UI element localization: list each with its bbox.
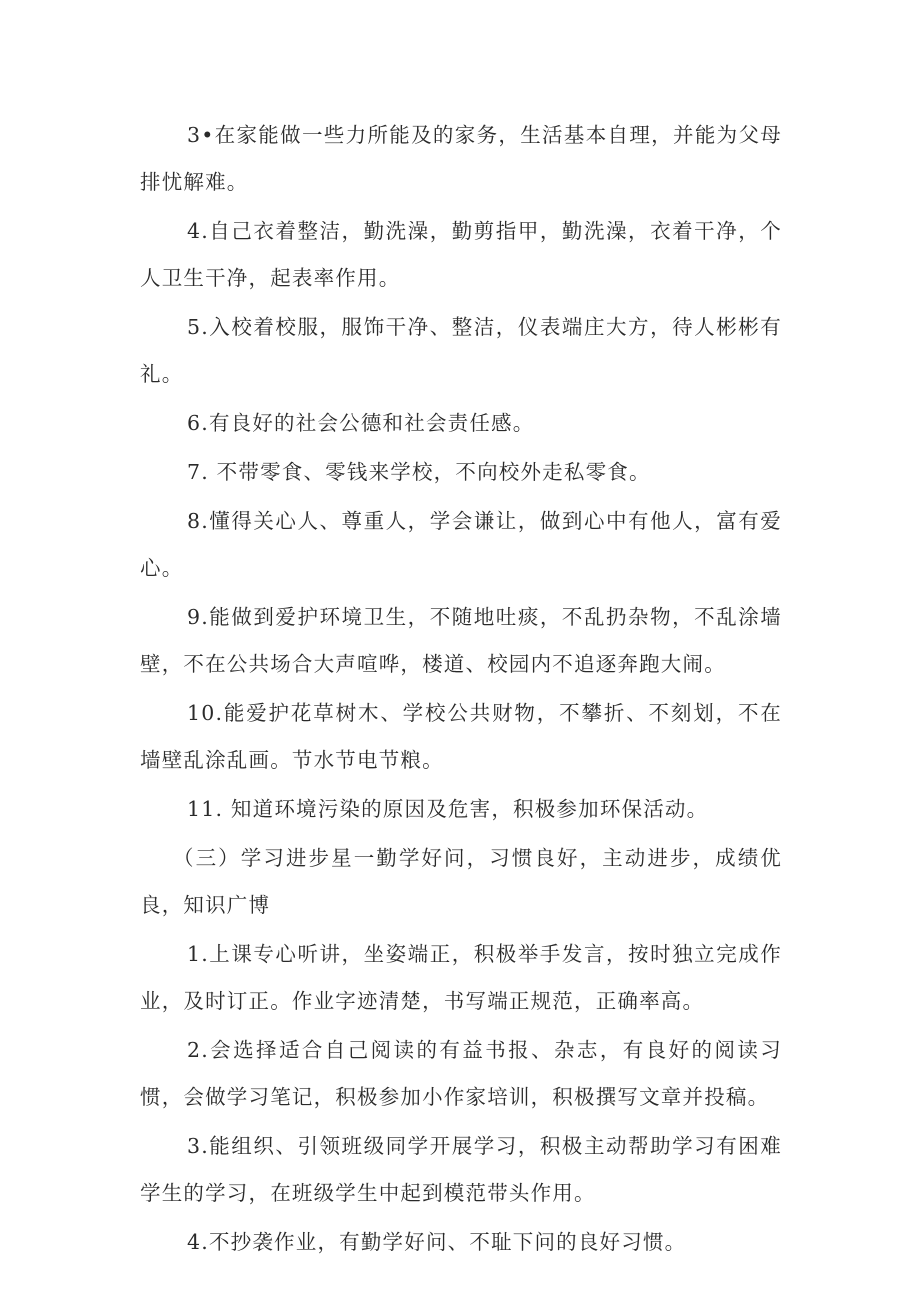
paragraph-item-3: 3•在家能做一些力所能及的家务，生活基本自理，并能为父母排忧解难。 [140,123,782,194]
paragraph-item-8: 8.懂得关心人、尊重人，学会谦让，做到心中有他人，富有爱心。 [140,509,782,580]
paragraph-item-7: 7. 不带零食、零钱来学校，不向校外走私零食。 [187,460,651,484]
paragraph-item-4: 4.自己衣着整洁，勤洗澡，勤剪指甲，勤洗澡，衣着干净，个人卫生干净，起表率作用。 [140,219,782,290]
paragraph-study-3: 3.能组织、引领班级同学开展学习，积极主动帮助学习有困难学生的学习，在班级学生中起到模范带头作用。 [140,1134,782,1205]
paragraph-item-10: 10.能爱护花草树木、学校公共财物，不攀折、不刻划，不在墙壁乱涂乱画。节水节电节粮。 [140,701,782,772]
paragraph-study-1: 1.上课专心听讲，坐姿端正，积极举手发言，按时独立完成作业，及时订正。作业字迹清楚，书写端正规范，正确率高。 [140,942,782,1013]
paragraph-study-2: 2.会选择适合自己阅读的有益书报、杂志，有良好的阅读习惯，会做学习笔记，积极参加小作家培训，积极撰写文章并投稿。 [140,1038,782,1109]
paragraph-item-5: 5.入校着校服，服饰干净、整洁，仪表端庄大方，待人彬彬有礼。 [140,315,782,386]
paragraph-study-4: 4.不抄袭作业，有勤学好问、不耻下问的良好习惯。 [187,1230,687,1254]
section-heading: （三）学习进步星一勤学好问，习惯良好，主动进步，成绩优良，知识广博 [140,846,782,917]
paragraph-item-11: 11. 知道环境污染的原因及危害，积极参加环保活动。 [187,797,709,821]
paragraph-item-9: 9.能做到爱护环境卫生，不随地吐痰，不乱扔杂物，不乱涂墙壁，不在公共场合大声喧哗，楼道、校园内不追逐奔跑大闹。 [140,605,782,676]
paragraph-item-6: 6.有良好的社会公德和社会责任感。 [187,411,535,435]
